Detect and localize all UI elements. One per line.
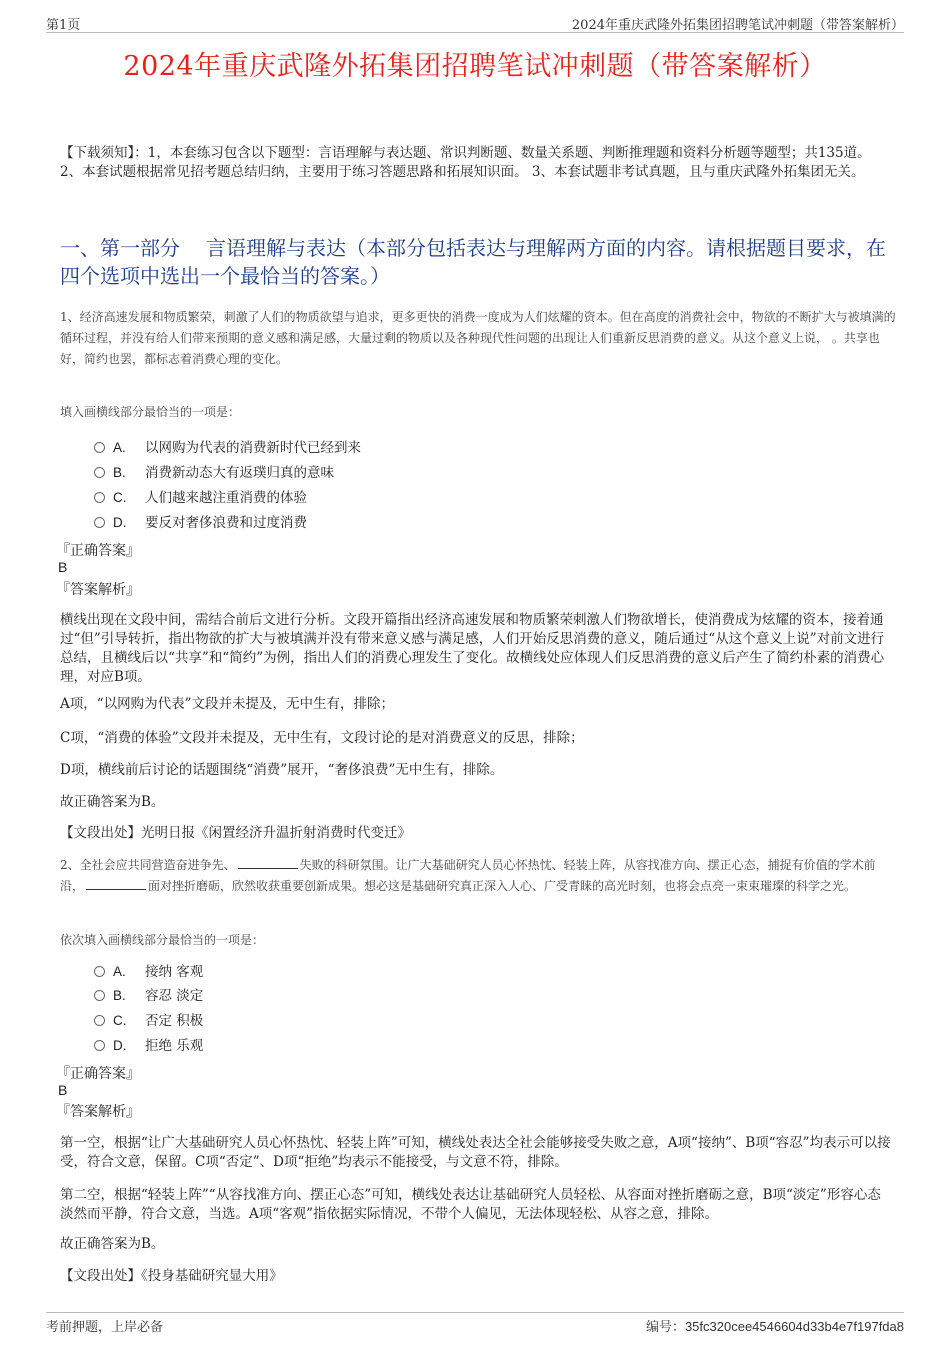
page-number: 第1页 [46, 18, 81, 33]
page-title: 2024年重庆武隆外拓集团招聘笔试冲刺题（带答案解析） [123, 51, 827, 82]
radio-icon[interactable] [94, 467, 105, 478]
q1-conclusion: 故正确答案为B。 [60, 794, 165, 810]
document-code: 编号：35fc320cee4546604d33b4e7f197fda8 [645, 1319, 904, 1335]
section-text: 言语理解与表达（本部分包括表达与理解两方面的内容。请根据题目要求，在四个选项中选出一个最恰当的答案。） [60, 236, 886, 288]
q2-answer-label: 『正确答案』 [56, 1066, 140, 1082]
q1-analysis-main: 横线出现在文段中间，需结合前后文进行分析。文段开篇指出经济高速发展和物质繁荣刺激人们物欲增长，使消费成为炫耀的资本，接着通过“但”引导转折，指出物欲的扩大与被填满并没有带来意义感与满足感，人们开始反思消费的意义，随后通过“从这个意义上说”对前文进行总结，且横线后以“共享”和“简约”为例，指出人们的消费心理发生了变化。故横线处应体现人们反思消费的意义后产生了简约朴素的消费心理，对应B项。 [60, 612, 885, 685]
radio-icon[interactable] [94, 966, 105, 977]
fill-blank-2 [86, 877, 146, 890]
page-footer [46, 1312, 904, 1333]
footer-slogan: 考前押题，上岸必备 [46, 1320, 164, 1335]
radio-icon[interactable] [94, 1040, 105, 1051]
q2-option-d[interactable]: D. 拒绝 乐观 [94, 1036, 203, 1056]
radio-icon[interactable] [94, 1015, 105, 1026]
q2-analysis-second-blank: 第二空，根据“轻装上阵”“从容找准方向、摆正心态”可知，横线处表达让基础研究人员轻松、从容面对挫折磨砺之意，B项“淡定”形容心态淡然而平静，符合文意，当选。A项“客观”指依据实际情况，不带个人偏见，无法体现轻松、从容之意，排除。 [60, 1187, 881, 1222]
q1-option-a[interactable]: A. 以网购为代表的消费新时代已经到来 [94, 438, 361, 458]
header-doc-title: 2024年重庆武隆外拓集团招聘笔试冲刺题（带答案解析） [571, 18, 904, 33]
q1-analysis-label: 『答案解析』 [56, 582, 140, 598]
page-header [46, 14, 904, 33]
radio-icon[interactable] [94, 442, 105, 453]
q2-analysis-label: 『答案解析』 [56, 1104, 140, 1120]
q1-option-c[interactable]: C. 人们越来越注重消费的体验 [94, 488, 307, 508]
q1-option-b[interactable]: B. 消费新动态大有返璞归真的意味 [94, 463, 334, 483]
question-1-text: 1、经济高速发展和物质繁荣，刺激了人们的物质欲望与追求，更多更快的消费一度成为人们炫耀的资本。但在高度的消费社会中，物欲的不断扩大与被填满的循环过程，并没有给人们带来预期的意义感和满足感，大量过剩的物质以及各种现代性问题的出现让人们重新反思消费的意义。从这个意义上说， 。共享也好，简约也罢，都标志着消费心理的变化。 [60, 310, 896, 366]
fill-blank-1 [238, 856, 298, 869]
q2-source: 【文段出处】《投身基础研究显大用》 [60, 1268, 283, 1284]
q2-option-a[interactable]: A. 接纳 客观 [94, 962, 203, 982]
q1-option-d[interactable]: D. 要反对奢侈浪费和过度消费 [94, 513, 307, 533]
q1-analysis-d: D项，横线前后讨论的话题围绕“消费”展开，“奢侈浪费”无中生有，排除。 [60, 762, 504, 778]
q1-answer: B [58, 559, 68, 575]
q2-conclusion: 故正确答案为B。 [60, 1236, 165, 1252]
section-number: 一、第一部分 [60, 236, 180, 260]
q2-analysis-first-blank: 第一空，根据“让广大基础研究人员心怀热忱、轻装上阵”可知，横线处表达全社会能够接受失败之意，A项“接纳”、B项“容忍”均表示可以接受，符合文意，保留。C项“否定”、D项“拒绝”均表示不能接受，与文意不符，排除。 [60, 1135, 891, 1170]
section-heading [60, 234, 900, 290]
q1-source: 【文段出处】光明日报《闲置经济升温折射消费时代变迁》 [60, 825, 411, 841]
q1-analysis-c: C项，“消费的体验”文段并未提及，无中生有，文段讨论的是对消费意义的反思，排除； [60, 730, 584, 746]
question-2-instruction: 依次填入画横线部分最恰当的一项是： [60, 933, 265, 947]
question-2-text: 2、全社会应共同营造奋进争先、 失败的科研氛围。让广大基础研究人员心怀热忱、轻装上阵，从容找准方向、摆正心态，捕捉有价值的学术前沿， 面对挫折磨砺，欣然收获重要创新成果。想必这是基础研究真正深入人心、广受青睐的高光时刻，也将会点亮一束束璀璨的科学之光。 [60, 858, 876, 893]
q1-answer-label: 『正确答案』 [56, 543, 140, 559]
q2-answer: B [58, 1082, 68, 1098]
q2-option-c[interactable]: C. 否定 积极 [94, 1011, 203, 1031]
radio-icon[interactable] [94, 492, 105, 503]
download-notice: 【下载须知】：1，本套练习包含以下题型：言语理解与表达题、常识判断题、数量关系题、判断推理题和资料分析题等题型；共135道。 2、本套试题根据常见招考题总结归纳，主要用于练习答题思路和拓展知识面。 3、本套试题非考试真题，且与重庆武隆外拓集团无关。 [60, 145, 871, 180]
q2-option-b[interactable]: B. 容忍 淡定 [94, 986, 203, 1006]
question-1-instruction: 填入画横线部分最恰当的一项是： [60, 405, 241, 419]
radio-icon[interactable] [94, 990, 105, 1001]
q1-analysis-a: A项，“以网购为代表”文段并未提及，无中生有，排除； [60, 696, 395, 712]
radio-icon[interactable] [94, 517, 105, 528]
